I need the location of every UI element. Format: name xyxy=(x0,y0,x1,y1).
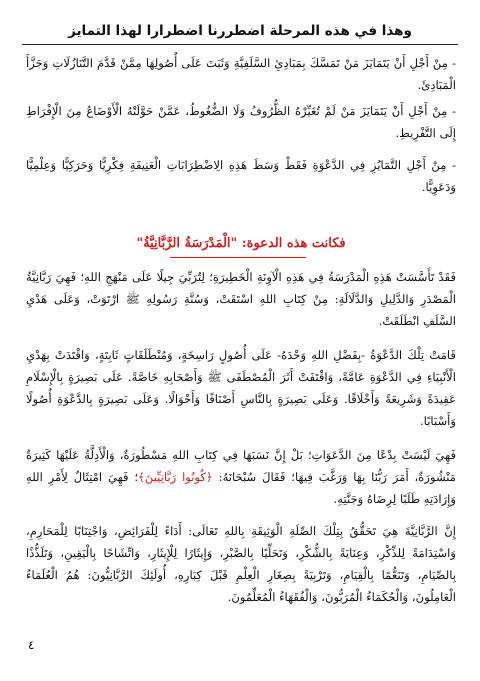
bullet-item: - مِنْ أَجْلِ أَنْ يَتَمَايَزَ مَنْ لَمْ تُغَيِّرْهُ الظُّرُوفُ وَلَا الضُّغُوطُ، عَمَّنْ حَوَّلَتْهُ الْأَوْضَاعُ مِنَ الْإِفْرَاطِ إِلَى التَّفْرِيطِ. xyxy=(26,104,456,140)
section-title-prefix: فكانت هذه الدعوة: xyxy=(241,236,346,251)
section-title-underline xyxy=(170,257,306,258)
page-number: ٤ xyxy=(28,638,35,652)
paragraph-text: فَهِيَ لَيْسَتْ بِدْعًا مِنَ الدَّعَوَاتِ؛ بَلْ إِنَّ نَسَبَهَا فِي كِتَابِ اللهِ مَسْطُورَةٌ، وَالْأَدِلَّةُ عَلَيْهَا كَثِيرَةٌ مَنْشُورَةٌ، أَمَرَ رَبُّنَا بِهَا وَرَغَّبَ فِيهَا؛ فَقَالَ سُبْحَانَهُ: xyxy=(26,448,457,484)
body-paragraph: قَامَتْ تِلْكَ الدَّعْوَةُ -بِفَضْلِ اللهِ وَحْدَهُ- عَلَى أُصُولٍ رَاسِخَةٍ، وَمُنْطَلَقَاتٍ ثَابِتَةٍ، وَاقْتَدَتْ بِهَدْيِ الْأَنْبِيَاءِ فِي الدَّعْوَةِ عَامَّةً، وَاقْتَفَتْ أَثَرَ الْمُصْطَفَى ﷺ وَأَصْحَابِهِ خَاصَّةً. عَلَى بَصِيرَةٍ بِالْإِسْلَامِ عَقِيدَةً وَشَرِيعَةً وَأَخْلَاقًا. وَعَلَى بَصِيرَةٍ بِالنَّاسِ أَصْنَافًا وَأَحْوَالًا. وَعَلَى بَصِيرَةٍ بِالدَّعْوَةِ أُصُولًا وَأَسْبَابًا. xyxy=(26,348,456,428)
page-heading: وهذا في هذه المرحلة اضطررنا اضطرارا لهذا التمايز xyxy=(68,23,412,39)
section-title-quoted: "الْمَدْرَسَةُ الرَّبَّانِيَّةُ" xyxy=(136,236,238,251)
quran-verse: ﴿كُونُوا رَبَّانِيِّينَ﴾ xyxy=(138,470,213,484)
body-paragraph: إِنَّ الرَّبَّانِيَّةَ هِيَ تَحَقُّقُ بِتِلْكَ الصِّلَةِ الْوَثِيقَةِ بِاللهِ تَعَالَى: أَدَاءً لِلْفَرَائِضِ، وَاجْتِنَابًا لِلْمَحَارِمِ، وَاسْتِدَامَةً لِلذِّكْرِ، وَعِنَايَةً بِالشُّكْرِ، وَتَحَلِّيًا بِالصَّبْرِ، وَإِيثَارًا لِلْإِيثَارِ، وَاتِّشَاحًا بِالْيَقِينِ، وَتَلَذُّذًا بِالصِّيَامِ، وَتَنَعُّمًا بِالْقِيَامِ، وَتَرْبِيَةً بِصِغَارِ الْعِلْمِ قَبْلَ كِبَارِهِ، أُولَئِكَ الرَّبَّانِيُّونَ: هُمُ الْعُلَمَاءُ الْعَامِلُونَ، وَالْحُكَمَاءُ الْمُرَبُّونَ، وَالْفُقَهَاءُ الْمُعَلِّمُونَ. xyxy=(26,524,456,604)
body-paragraph xyxy=(26,444,456,510)
bullet-item: - مِنْ أَجْلِ أَنْ يَتَمَايَزَ مَنْ تَمَسَّكَ بِمَبَادِئِ السَّلَفِيَّةِ وَثَبَتَ عَلَى أُصُولِهَا مِمَّنْ قَدَّمَ التَّنَازُلَاتِ وَجَزَّأَ الْمَبَادِئَ. xyxy=(26,56,456,92)
paragraph-text: ؛ فَهِيَ امْتِثَالٌ لِأَمْرِ اللهِ وَإِرَادَتِهِ طَلَبًا لِرِضَاهُ وَجَنَّتِهِ. xyxy=(26,470,456,506)
heading-underline xyxy=(22,44,458,45)
bullet-item: - مِنْ أَجْلِ التَّمَايُزِ فِي الدَّعْوَةِ فَقَطْ وَسَطَ هَذِهِ الِاضْطِرَابَاتِ الْعَنِيفَةِ فِكْرِيًّا وَحَرَكِيًّا وَعِلْمِيًّا وَدَعَوِيًّا. xyxy=(26,158,456,194)
body-paragraph: فَقَدْ تَأَسَّسَتْ هَذِهِ الْمَدْرَسَةُ فِي هَذِهِ الْآوِنَةِ الْخَطِيرَةِ؛ لِتُرَبِّيَ جِيلًا عَلَى مَنْهَجِ اللهِ؛ فَهِيَ رَبَّانِيَّةُ الْمَصْدَرِ وَالدَّلِيلِ وَالدَّلَالَةِ: مِنْ كِتَابِ اللهِ اسْتَقَتْ، وَسُنَّةِ رَسُولِهِ ﷺ ارْتَوَتْ، وَعَلَى هَدْيِ السَّلَفِ انْطَلَقَتْ. xyxy=(26,270,456,328)
section-title xyxy=(26,232,456,256)
